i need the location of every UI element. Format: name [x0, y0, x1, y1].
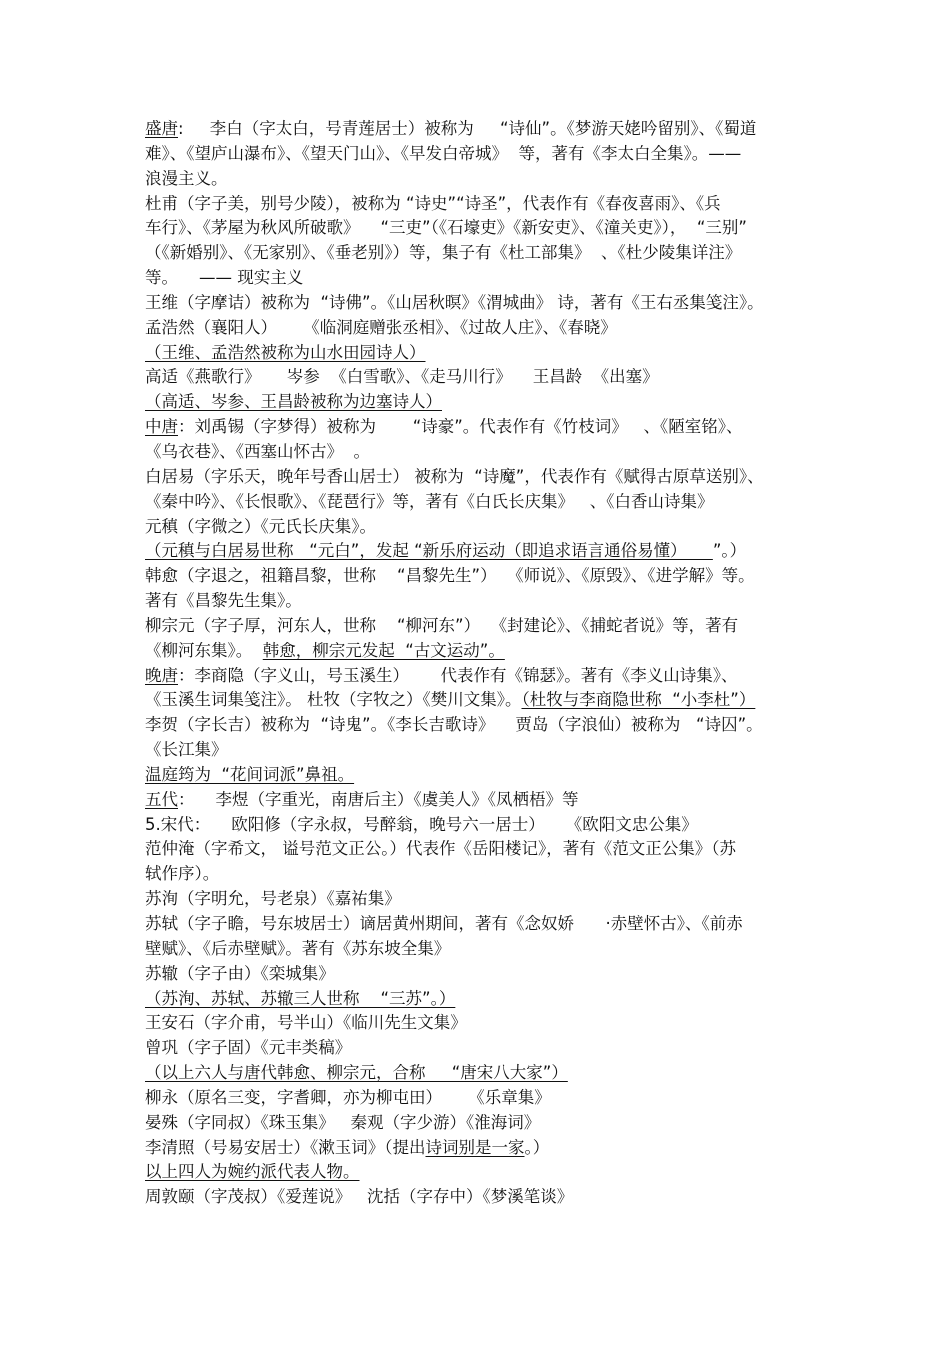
text-line-10	[145, 341, 817, 366]
text-line-37: 王安石（字介甫，号半山）《临川先生文集》	[145, 1013, 467, 1033]
text-line-19: 韩愈（字退之，祖籍昌黎，世称 “昌黎先生”） 《师说》、《原毁》、《进学解》等。	[145, 566, 755, 586]
text-line-15: 白居易（字乐天，晚年号香山居士） 被称为 “诗魔”，代表作有《赋得古原草送别》、	[145, 466, 764, 486]
text-line-26: 《长江集》	[145, 740, 228, 760]
note-wanyue-pai: 以上四人为婉约派代表人物。	[145, 1162, 360, 1182]
text-line-27	[145, 763, 817, 788]
section-label-zhong-tang: 中唐	[145, 417, 178, 437]
text-line-42-tail: 。）	[524, 1137, 550, 1157]
section-label-wan-tang: 晚唐	[145, 665, 178, 685]
note-guwen-yundong: 韩愈，柳宗元发起 “古文运动”。	[262, 640, 505, 660]
text-line-5: 车行》、《茅屋为秋风所破歌》 “三吏”（《石壕吏》《新安吏》、《潼关吏》）， “三别”	[145, 218, 747, 238]
text-line-7: 等。 —— 现实主义	[145, 268, 304, 288]
text-line-29: 5.宋代： 欧阳修（字永叔，号醉翁，晚号六一居士） 《欧阳文忠公集》	[145, 814, 698, 834]
note-biansai: （高适、岑参、王昌龄被称为边塞诗人）	[145, 392, 442, 412]
text-line-43	[145, 1160, 817, 1185]
text-line-42-head: 李清照（号易安居士）《漱玉词》（提出	[145, 1137, 426, 1157]
text-line-13	[145, 415, 817, 440]
note-yuan-bai-tail: ”。）	[712, 541, 747, 561]
text-line-42	[145, 1136, 817, 1161]
text-line-36	[145, 987, 817, 1012]
note-tang-song-ba-da-jia: （以上六人与唐代韩愈、柳宗元，合称 “唐宋八大家”）	[145, 1063, 568, 1083]
text-line-31: 轼作序）。	[145, 864, 220, 884]
text-line-12	[145, 390, 817, 415]
text-line-6: （《新婚别》、《无家别》、《垂老别》）等，集子有《杜工部集》 、《杜少陵集详注》	[145, 243, 742, 263]
note-xiao-li-du: （杜牧与李商隐世称 “小李杜”）	[521, 690, 756, 710]
text-line-33: 苏轼（字子瞻，号东坡居士）谪居黄州期间，著有《念奴娇 ·赤壁怀古》、《前赤	[145, 914, 743, 933]
text-line-40: 柳永（原名三变，字耆卿，亦为柳屯田） 《乐章集》	[145, 1087, 551, 1107]
section-label-sheng-tang: 盛唐	[145, 119, 178, 138]
text-line-9: 孟浩然（襄阳人） 《临洞庭赠张丞相》、《过故人庄》、《春晓》	[145, 317, 617, 337]
note-shi-ci-bie: 诗词别是一家	[425, 1137, 525, 1157]
text-line-23	[145, 664, 817, 689]
text-line-28	[145, 788, 817, 813]
text-line-3: 浪漫主义。	[145, 168, 228, 188]
text-line-22-head: 《柳河东集》。	[145, 640, 263, 660]
text-line-32: 苏洵（字明允，号老泉）《嘉祐集》	[145, 889, 401, 909]
text-line-28-rest: ： 李煜（字重光，南唐后主）《虞美人》《凤栖梧》等	[178, 789, 579, 809]
note-huajian-ci: 温庭筠为 “花间词派”鼻祖。	[145, 764, 355, 784]
text-line-44: 周敦颐（字茂叔）《爱莲说》 沈括（字存中）《梦溪笔谈》	[145, 1187, 574, 1207]
text-line-34: 壁赋》、《后赤壁赋》。著有《苏东坡全集》	[145, 938, 451, 958]
text-line-39	[145, 1061, 817, 1086]
text-line-16: 《秦中吟》、《长恨歌》、《琵琶行》等，著有《白氏长庆集》 、《白香山诗集》	[145, 491, 714, 511]
text-line-22	[145, 639, 817, 664]
text-line-38: 曾巩（字子固）《元丰类稿》	[145, 1038, 352, 1058]
section-label-wu-dai: 五代	[145, 789, 178, 809]
text-line-20: 著有《昌黎先生集》。	[145, 591, 302, 611]
note-yuan-bai: （元稹与白居易世称 “元白”，发起 “新乐府运动（即追求语言通俗易懂）	[145, 541, 713, 561]
text-line-11: 高适《燕歌行》 岑参 《白雪歌》、《走马川行》 王昌龄 《出塞》	[145, 367, 659, 387]
text-line-23-rest: ：李商隐（字义山，号玉溪生） 代表作有《锦瑟》。著有《李义山诗集》、	[178, 665, 738, 685]
text-line-1-rest: : 李白（字太白，号青莲居士）被称为 “诗仙”。《梦游天姥吟留别》、《蜀道	[178, 119, 757, 138]
document-body	[145, 117, 817, 1210]
text-line-4: 杜甫（字子美，别号少陵），被称为 “诗史”“诗圣”，代表作有《春夜喜雨》、《兵	[145, 193, 721, 213]
text-line-24	[145, 688, 817, 713]
text-line-2: 难》、《望庐山瀑布》、《望天门山》、《早发白帝城》 等，著有《李太白全集》。——	[145, 143, 742, 163]
text-line-35: 苏辙（字子由）《栾城集》	[145, 963, 335, 983]
text-line-1	[145, 117, 817, 142]
text-line-30: 范仲淹（字希文， 谥号范文正公。）代表作《岳阳楼记》，著有《范文正公集》（苏	[145, 839, 736, 859]
text-line-25: 李贺（字长吉）被称为 “诗鬼”。《李长吉歌诗》 贾岛（字浪仙）被称为 “诗囚”。	[145, 715, 763, 735]
text-line-13-rest: ：刘禹锡（字梦得）被称为 “诗豪”。代表作有《竹枝词》 、《陋室铭》、	[178, 417, 743, 437]
note-shanshui-tianyuan: （王维、孟浩然被称为山水田园诗人）	[145, 342, 426, 362]
text-line-18	[145, 539, 817, 564]
text-line-21: 柳宗元（字子厚，河东人，世称 “柳河东”） 《封建论》、《捕蛇者说》等，著有	[145, 615, 739, 635]
text-line-8: 王维（字摩诘）被称为 “诗佛”。《山居秋暝》《渭城曲》 诗，著有《王右丞集笺注》。	[145, 292, 764, 312]
note-san-su: （苏洵、苏轼、苏辙三人世称 “三苏”。）	[145, 988, 456, 1008]
text-line-17: 元稹（字微之）《元氏长庆集》。	[145, 516, 376, 536]
text-line-24-head: 《玉溪生词集笺注》。 杜牧（字牧之）《樊川文集》。	[145, 690, 522, 710]
text-line-41: 晏殊（字同叔）《珠玉集》 秦观（字少游）《淮海词》	[145, 1112, 541, 1132]
text-line-14: 《乌衣巷》、《西塞山怀古》 。	[145, 441, 370, 461]
